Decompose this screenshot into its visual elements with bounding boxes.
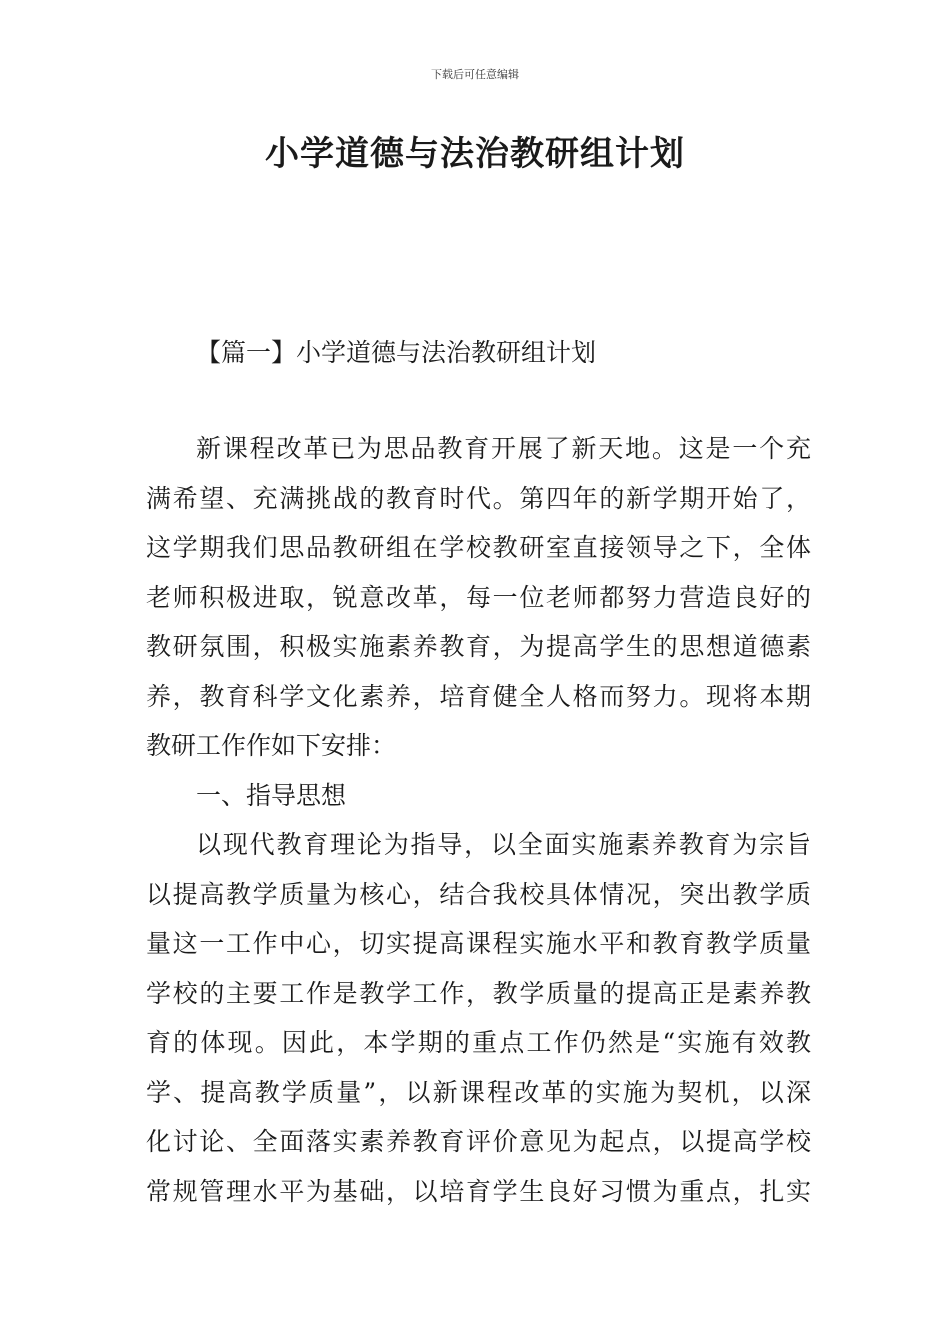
- text-line: 新课程改革已为思品教育开展了新天地。这是一个充: [196, 434, 811, 463]
- text-line: 化讨论、全面落实素养教育评价意见为起点，以提高学校: [146, 1127, 811, 1156]
- text-line: 学校的主要工作是教学工作，教学质量的提高正是素养教: [146, 978, 811, 1008]
- text-line: 满希望、充满挑战的教育时代。第四年的新学期开始了，: [146, 483, 811, 513]
- text-line: 以现代教育理论为指导，以全面实施素养教育为宗旨: [196, 830, 811, 859]
- document-title: 小学道德与法治教研组计划: [265, 134, 685, 174]
- text-line: 养，教育科学文化素养，培育健全人格而努力。现将本期: [146, 681, 811, 711]
- text-line: 学、提高教学质量”，以新课程改革的实施为契机，以深: [146, 1077, 811, 1107]
- text-line: 一、指导思想: [196, 780, 347, 810]
- text-line: 育的体现。因此，本学期的重点工作仍然是“实施有效教: [146, 1028, 811, 1057]
- text-line: 以提高教学质量为核心，结合我校具体情况，突出教学质: [146, 879, 811, 909]
- text-line: 教研工作作如下安排：: [146, 731, 397, 760]
- text-line: 这学期我们思品教研组在学校教研室直接领导之下，全体: [146, 533, 811, 562]
- text-line: 教研氛围，积极实施素养教育，为提高学生的思想道德素: [146, 632, 811, 661]
- section-heading: 【篇一】小学道德与法治教研组计划: [196, 338, 597, 367]
- header-note: 下载后可任意编辑: [431, 68, 519, 81]
- body-text: [146, 424, 811, 1216]
- text-line: 常规管理水平为基础，以培育学生良好习惯为重点，扎实: [146, 1176, 811, 1206]
- text-line: 老师积极进取，锐意改革，每一位老师都努力营造良好的: [146, 582, 811, 612]
- text-line: 量这一工作中心，切实提高课程实施水平和教育教学质量: [146, 929, 811, 958]
